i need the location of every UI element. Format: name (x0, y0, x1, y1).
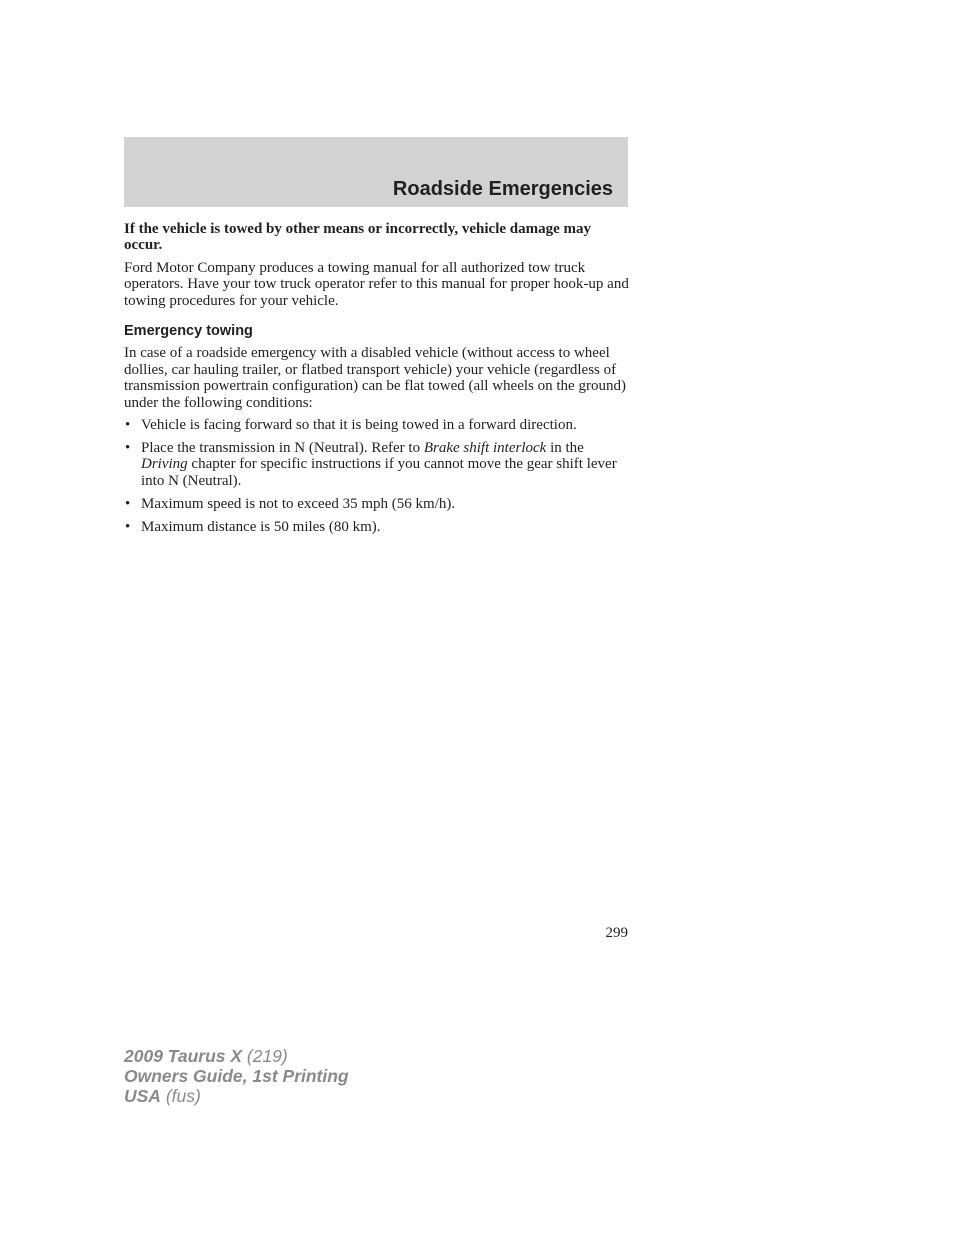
list-item-text: Vehicle is facing forward so that it is being towed in a forward direction. (141, 417, 577, 434)
footer-market-code: (fus) (160, 1086, 201, 1106)
bullet-icon: • (125, 518, 131, 535)
list-item (124, 519, 630, 535)
bullet-icon: • (125, 495, 131, 512)
list-item-text: Maximum distance is 50 miles (80 km). (141, 518, 381, 535)
footer-line-printing: Owners Guide, 1st Printing (124, 1066, 349, 1086)
emergency-towing-paragraph: In case of a roadside emergency with a disabled vehicle (without access to wheel dollies, car hauling trailer, or flatbed transport vehicle) your vehicle (regardless of transmission powertrain configuration) can be flat towed (all wheels on the ground) under the following conditions: (124, 345, 626, 411)
bullet-icon: • (125, 417, 131, 434)
list-item (124, 440, 630, 489)
list-item (124, 496, 630, 512)
page-content (124, 221, 630, 542)
footer-line-market (124, 1086, 349, 1106)
list-item (124, 417, 630, 433)
footer-market-name: USA (124, 1086, 161, 1106)
list-item-text-part: in the (546, 439, 584, 456)
list-item-text-part: chapter for specific instructions if you cannot move the gear shift lever into N (Neutral). (141, 456, 617, 489)
section-title: Roadside Emergencies (392, 178, 613, 200)
footer-model-name: 2009 Taurus X (124, 1046, 243, 1066)
footer-line-model (124, 1046, 349, 1066)
list-item-text-part: Place the transmission in N (Neutral). Refer to (141, 439, 424, 456)
footer-model-code: (219) (242, 1046, 288, 1066)
warning-text: If the vehicle is towed by other means or incorrectly, vehicle damage may occur. (124, 221, 592, 254)
document-footer (124, 1046, 349, 1106)
cross-reference-driving-chapter: Driving (141, 456, 188, 473)
emergency-towing-heading: Emergency towing (124, 323, 253, 340)
list-item-text: Maximum speed is not to exceed 35 mph (56 km/h). (141, 495, 456, 512)
intro-paragraph: Ford Motor Company produces a towing manual for all authorized tow truck operators. Have your tow truck operator refer to this manual for proper hook-up and towing procedures for your vehicle. (124, 259, 629, 309)
list-item-text (141, 440, 617, 489)
page-number: 299 (605, 925, 628, 941)
towing-conditions-list (124, 417, 630, 535)
cross-reference-brake-shift-interlock: Brake shift interlock (423, 439, 547, 456)
bullet-icon: • (125, 439, 131, 456)
section-header-band (124, 137, 628, 207)
